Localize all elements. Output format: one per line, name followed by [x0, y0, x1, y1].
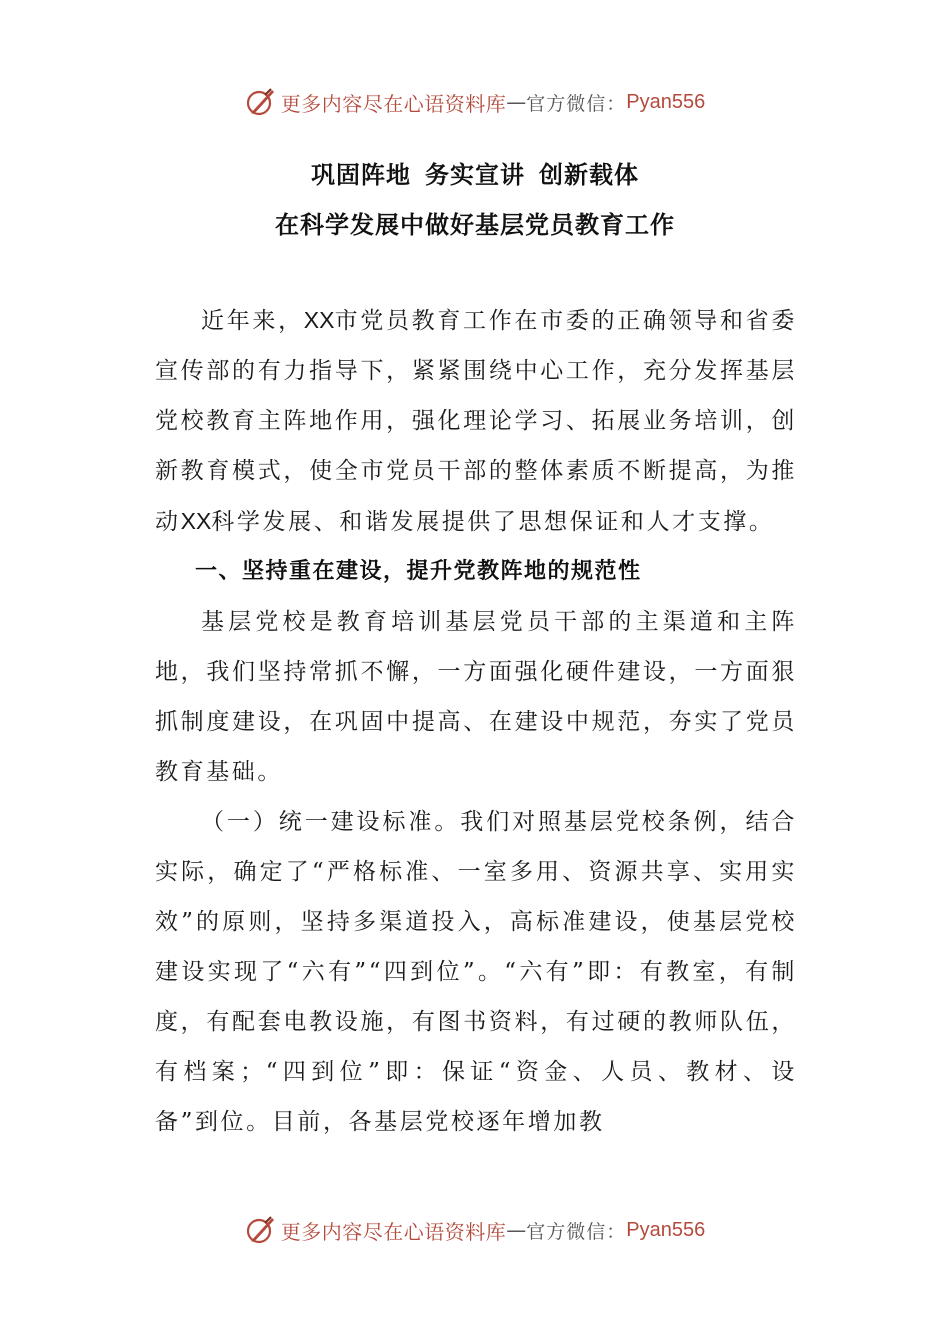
banner-dash: — — [506, 90, 527, 114]
section-heading-1: 一、坚持重在建设，提升党教阵地的规范性 — [195, 559, 642, 584]
intro-text-end: 科学发展、和谐发展提供了思想保证和人才支撑。 — [211, 509, 775, 535]
banner-wechat-id: Pyan556 — [626, 90, 706, 113]
banner-wechat-id: Pyan556 — [626, 1218, 706, 1241]
quill-pen-icon — [245, 86, 277, 118]
banner-official-label: 官方微信： — [526, 92, 627, 115]
intro-text-start: 近年来， — [201, 308, 304, 334]
header-watermark-banner — [0, 82, 950, 122]
paragraph-subsection-1: （一）统一建设标准。我们对照基层党校条例，结合实际，确定了“严格标准、一室多用、资源共享、实用实效”的原则，坚持多渠道投入，高标准建设，使基层党校建设实现了“六有”“四到位”。“六有”即：有教室，有制度，有配套电教设施，有图书资料，有过硬的教师队伍，有档案；“四到位”即：保证“资金、人员、教材、设备”到位。目前，各基层党校逐年增加教 — [155, 809, 797, 1135]
banner-brand-text: 更多内容尽在心语资料库 — [280, 1219, 507, 1244]
banner-official-label: 官方微信： — [526, 1220, 627, 1243]
paragraph-section-1: 基层党校是教育培训基层党员干部的主渠道和主阵地，我们坚持常抓不懈，一方面强化硬件建设，一方面狠抓制度建设，在巩固中提高、在建设中规范，夯实了党员教育基础。 — [155, 609, 797, 785]
placeholder-xx-2: XX — [180, 508, 212, 534]
footer-watermark-banner — [0, 1210, 950, 1250]
intro-text-middle: 市党员教育工作在市委的正确领导和省委宣传部的有力指导下，紧紧围绕中心工作，充分发挥基层党校教育主阵地作用，强化理论学习、拓展业务培训，创新教育模式，使全市党员干部的整体素质不断提高，为推动 — [155, 308, 797, 535]
banner-dash: — — [506, 1218, 527, 1242]
placeholder-xx-1: XX — [303, 307, 335, 333]
title-phrase-2: 务实宣讲 — [425, 161, 525, 189]
paragraph-intro — [155, 295, 797, 547]
document-title-line-2: 在科学发展中做好基层党员教育工作 — [275, 211, 675, 239]
quill-pen-icon — [245, 1214, 277, 1246]
document-body — [155, 295, 797, 1147]
banner-brand-text: 更多内容尽在心语资料库 — [280, 91, 507, 116]
title-phrase-1: 巩固阵地 — [311, 161, 411, 189]
document-title-line-1 — [0, 155, 950, 190]
title-phrase-3: 创新载体 — [539, 161, 639, 189]
